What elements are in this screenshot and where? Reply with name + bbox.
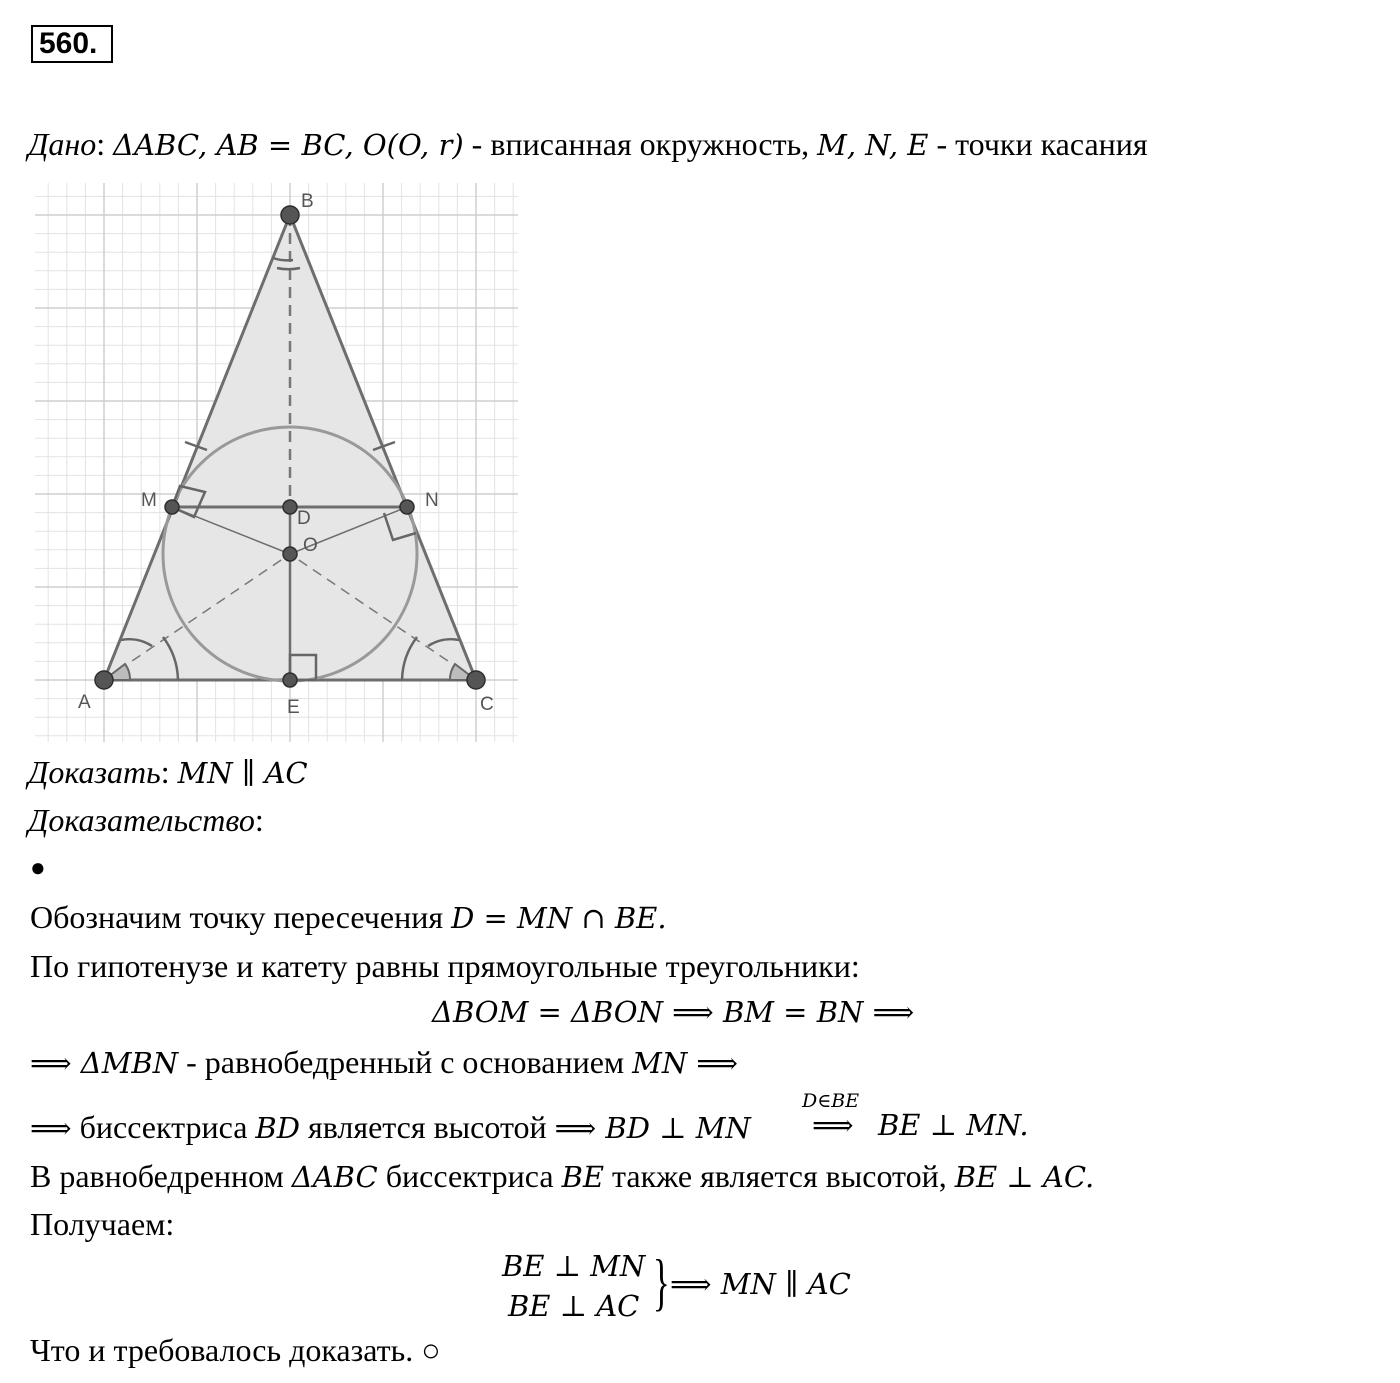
proof-line-6-math-2: BE bbox=[561, 1160, 605, 1194]
proof-line-6-text-1: В равнобедренном bbox=[30, 1158, 292, 1194]
given-math-2: M, N, E bbox=[817, 128, 929, 162]
point-c bbox=[467, 671, 485, 689]
proof-line-1-text: Обозначим точку пересечения bbox=[30, 899, 452, 935]
system-row-2: BE ⊥ AC bbox=[508, 1289, 640, 1323]
point-m bbox=[165, 500, 179, 514]
label-a: A bbox=[78, 692, 91, 713]
label-o: O bbox=[303, 535, 318, 556]
system-row-1: BE ⊥ MN bbox=[502, 1249, 646, 1283]
given-label: Дано bbox=[28, 126, 97, 162]
proof-line-5-text-1: биссектриса bbox=[71, 1109, 256, 1145]
proof-line-7: Получаем: bbox=[30, 1206, 175, 1242]
system-brace: } bbox=[652, 1246, 670, 1317]
prove-line bbox=[28, 756, 308, 788]
label-b: B bbox=[301, 191, 314, 212]
label-e: E bbox=[287, 697, 300, 718]
label-d: D bbox=[297, 508, 311, 529]
proof-colon: : bbox=[254, 802, 264, 838]
geometry-figure bbox=[0, 0, 560, 760]
proof-line-2: По гипотенузе и катету равны прямоугольные треугольники: bbox=[30, 948, 860, 984]
given-text-1: - вписанная окружность, bbox=[463, 126, 818, 162]
point-n bbox=[400, 500, 414, 514]
proof-line-6-text-3: также является высотой, bbox=[604, 1158, 955, 1194]
label-m: M bbox=[141, 490, 157, 511]
implication-arrow: ⟹ bbox=[812, 1108, 854, 1142]
proof-line-1 bbox=[30, 901, 667, 933]
label-n: N bbox=[425, 490, 439, 511]
point-d bbox=[283, 500, 297, 514]
point-e bbox=[283, 673, 297, 687]
point-a bbox=[95, 671, 113, 689]
proof-line-5-math-1: ⟹ bbox=[30, 1111, 72, 1145]
proof-line-4-math-2: MN ⟹ bbox=[632, 1046, 739, 1080]
prove-colon: : bbox=[160, 754, 170, 790]
proof-line-6-math-1: ΔABC bbox=[291, 1160, 378, 1194]
system-result: ⟹ MN ∥ AC bbox=[670, 1267, 851, 1301]
proof-heading bbox=[28, 804, 264, 836]
proof-line-6 bbox=[30, 1160, 1094, 1192]
proof-line-1-math: D = MN ∩ BE. bbox=[451, 901, 667, 935]
problem-number: 560. bbox=[31, 25, 113, 63]
point-b bbox=[281, 206, 299, 224]
proof-line-5 bbox=[30, 1111, 751, 1143]
prove-math: MN ∥ AC bbox=[177, 756, 308, 790]
label-c: C bbox=[480, 694, 494, 715]
proof-line-4-text: - равнобедренный с основанием bbox=[178, 1044, 633, 1080]
given-math-1: ΔABC, AB = BC, O(O, r) bbox=[113, 128, 464, 162]
implication-condition: D∈BE bbox=[802, 1090, 860, 1112]
proof-line-5-math-2: BD bbox=[255, 1111, 300, 1145]
proof-line-3: ΔBOM = ΔBON ⟹ BM = BN ⟹ bbox=[432, 995, 915, 1029]
proof-line-5-math-4: BE ⊥ MN. bbox=[878, 1108, 1029, 1142]
proof-line-6-math-3: BE ⊥ AC. bbox=[954, 1160, 1095, 1194]
proof-label: Доказательство bbox=[28, 802, 255, 838]
bullet: ● bbox=[30, 853, 46, 882]
prove-label: Доказать bbox=[28, 754, 161, 790]
given-colon: : bbox=[96, 126, 106, 162]
given-text-2: - точки касания bbox=[928, 126, 1148, 162]
proof-line-4-math-1: ⟹ ΔMBN bbox=[30, 1046, 179, 1080]
conclusion: Что и требовалось доказать. ○ bbox=[30, 1332, 441, 1368]
proof-line-5-text-2: является высотой bbox=[299, 1109, 555, 1145]
point-o bbox=[283, 547, 297, 561]
proof-line-4 bbox=[30, 1046, 738, 1078]
proof-line-6-text-2: биссектриса bbox=[377, 1158, 562, 1194]
proof-line-5-math-3: ⟹ BD ⊥ MN bbox=[554, 1111, 751, 1145]
